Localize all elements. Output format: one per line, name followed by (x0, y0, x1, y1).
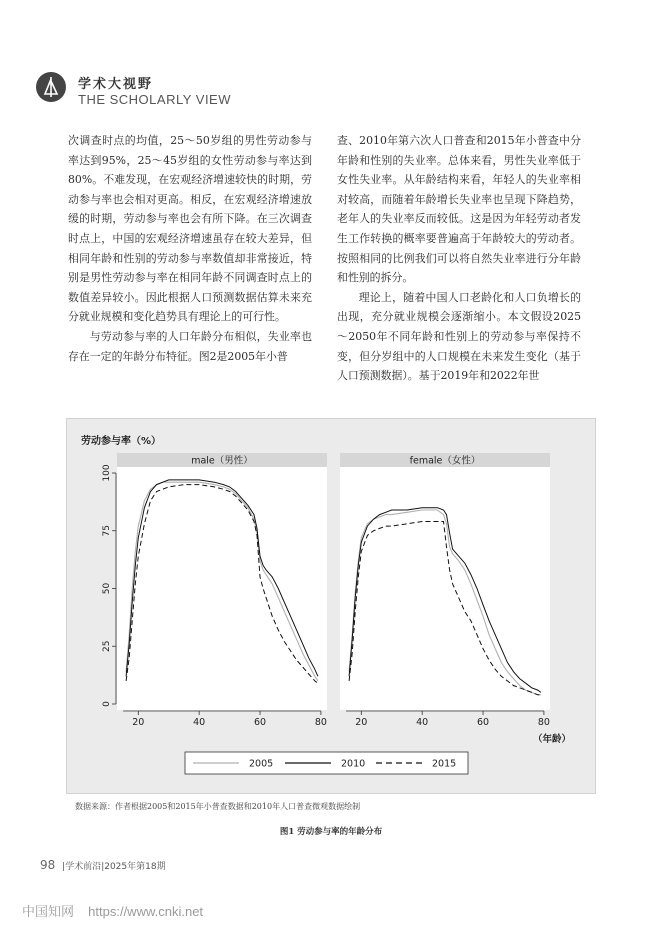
x-tick-label: 40 (416, 717, 429, 728)
text-column-left (68, 131, 312, 366)
y-tick-label: 0 (102, 701, 112, 707)
paragraph: 理论上，随着中国人口老龄化和人口负增长的出现，充分就业规模会逐渐缩小。本文假设2025～2050年不同年龄和性别上的劳动参与率保持不变，但分岁组中的人口规模在未来发生变化（基于人口预测数据）。基于2019年和2022年世 (337, 290, 581, 383)
paragraph: 与劳动参与率的人口年龄分布相似，失业率也存在一定的年龄分布特征。图2是2005年小普 (68, 329, 312, 363)
x-tick-label: 20 (132, 717, 145, 728)
legend-label-2010: 2010 (341, 758, 366, 770)
chart-panel (102, 453, 327, 728)
journal-issue: |学术前沿|2025年第18期 (62, 862, 166, 872)
journal-logo (36, 72, 66, 102)
plot-area (340, 467, 550, 710)
x-tick-label: 40 (193, 717, 206, 728)
line-chart (67, 419, 595, 793)
page-number: 98 (40, 858, 56, 872)
y-tick-label: 25 (102, 640, 112, 652)
figure-source: 数据来源：作者根据2005和2015年小普查数据和2010年人口普查微观数据绘制 (75, 802, 361, 811)
paragraph: 查、2010年第六次人口普查和2015年小普查中分年龄和性别的失业率。总体来看，男性失业率低于女性失业率。从年龄结构来看，年轻人的失业率相对较高，而随着年龄增长失业率也呈现下降趋势，老年人的失业率反而较低。这是因为年轻劳动者发生工作转换的概率要普遍高于年龄较大的劳动者。按照相同的比例我们可以将自然失业率进行分年龄和性别的拆分。 (337, 134, 581, 285)
section-title-cn: 学术大视野 (78, 77, 154, 92)
panel-title: male（男性） (191, 455, 253, 467)
panel-title: female（女性） (409, 455, 481, 467)
watermark-url: https://www.cnki.net (88, 904, 204, 919)
text-column-right (337, 131, 581, 386)
paragraph: 次调查时点的均值，25～50岁组的男性劳动参与率达到95%，25～45岁组的女性劳动参与率达到80%。不难发现，在宏观经济增速较快的时期，劳动参与率也会相对更高。相反，在宏观经济增速放缓的时期，劳动参与率也会有所下降。在三次调查时点上，中国的宏观经济增速虽存在较大差异，但相同年龄和性别的劳动参与率数值却非常接近，特别是男性劳动参与率在相同年龄不同调查时点上的数值差异较小。因此根据人口预测数据估算未来充分就业规模和变化趋势具有理论上的可行性。 (68, 134, 312, 324)
x-tick-label: 20 (355, 717, 368, 728)
page-footer (40, 858, 166, 872)
x-axis-label: （年龄） (533, 734, 572, 745)
watermark-brand: 中国知网 (22, 905, 75, 920)
y-tick-label: 100 (102, 464, 112, 482)
plot-area (117, 467, 327, 710)
y-tick-label: 75 (102, 525, 112, 537)
legend-label-2015: 2015 (432, 758, 457, 770)
figure-panel (66, 418, 596, 794)
figure-caption: 图1 劳动参与率的年龄分布 (279, 827, 383, 837)
y-tick-label: 50 (102, 582, 112, 595)
x-tick-label: 80 (314, 717, 327, 728)
x-tick-label: 80 (537, 717, 550, 728)
x-tick-label: 60 (476, 717, 490, 728)
x-tick-label: 60 (253, 717, 267, 728)
y-axis-label: 劳动参与率（%） (81, 436, 162, 447)
section-title-en: THE SCHOLARLY VIEW (78, 92, 231, 107)
watermark (22, 901, 203, 920)
legend-label-2005: 2005 (249, 758, 274, 770)
chart-panel (340, 453, 550, 728)
